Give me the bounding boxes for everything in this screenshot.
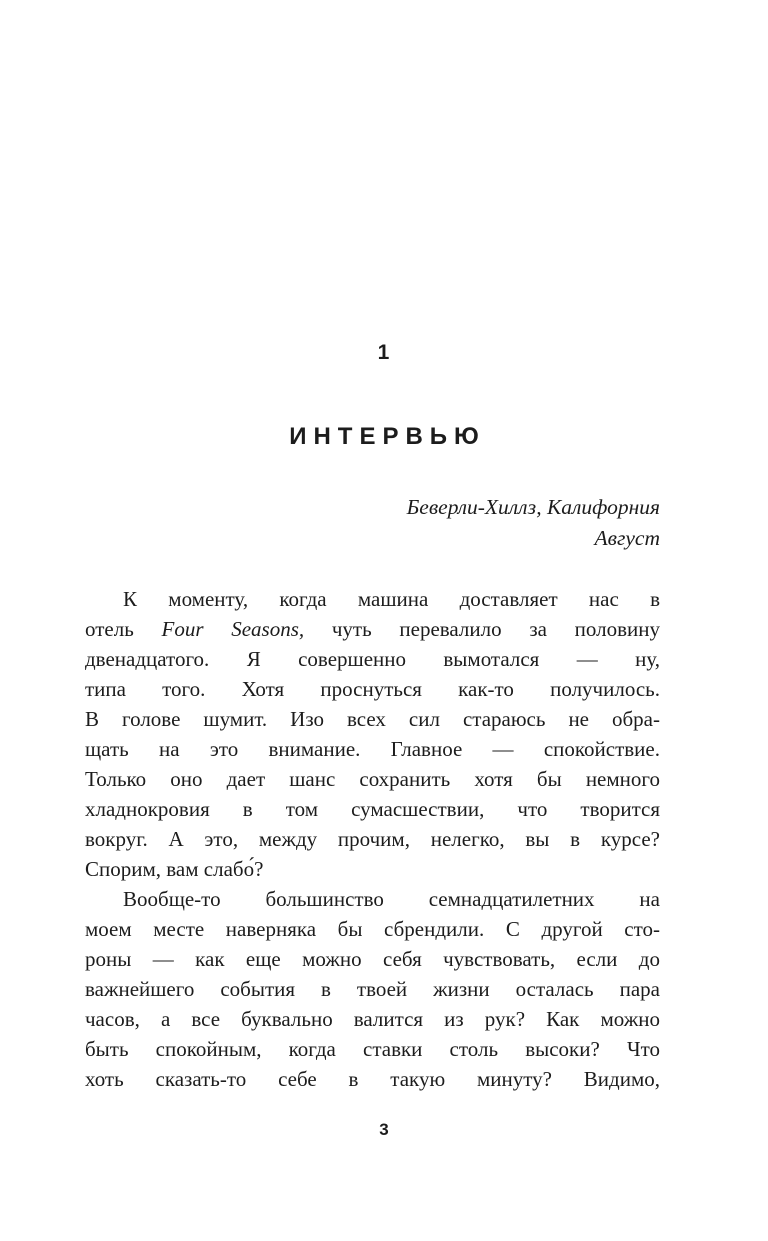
body-line	[85, 674, 660, 704]
body-line	[85, 944, 660, 974]
body-segment: отель	[85, 617, 162, 641]
body-segment: В голове шумит. Изо всех сил стараюсь не обра-	[85, 707, 660, 731]
body-line	[85, 584, 660, 614]
body-line	[85, 914, 660, 944]
body-line	[85, 884, 660, 914]
body-line	[85, 1004, 660, 1034]
body-segment: К моменту, когда машина доставляет нас в	[123, 587, 660, 611]
body-line	[85, 644, 660, 674]
body-text	[85, 584, 660, 1094]
body-segment: щать на это внимание. Главное — спокойствие.	[85, 737, 660, 761]
body-segment: вокруг. А это, между прочим, нелегко, вы в курсе?	[85, 827, 660, 851]
dateline-location: Беверли-Хиллз, Калифорния	[406, 495, 660, 519]
body-line	[85, 974, 660, 1004]
body-segment: хладнокровия в том сумасшествии, что творится	[85, 797, 660, 821]
body-segment: моем месте наверняка бы сбрендили. С другой сто-	[85, 917, 660, 941]
body-segment: Вообще-то большинство семнадцатилетних на	[123, 887, 660, 911]
dateline-month: Август	[594, 526, 660, 550]
body-segment: Спорим, вам слабо́?	[85, 857, 264, 881]
body-segment: типа того. Хотя проснуться как-то получилось.	[85, 677, 660, 701]
body-segment: роны — как еще можно себя чувствовать, если до	[85, 947, 660, 971]
body-line	[85, 614, 660, 644]
body-line	[85, 1034, 660, 1064]
body-segment: часов, а все буквально валится из рук? Как можно	[85, 1007, 660, 1031]
page-number: 3	[379, 1120, 389, 1139]
chapter-title: ИНТЕРВЬЮ	[289, 423, 486, 450]
body-segment: чуть перевалило за половину	[304, 617, 660, 641]
body-segment: двенадцатого. Я совершенно вымотался — ну,	[85, 647, 660, 671]
body-line	[85, 824, 660, 854]
body-line	[85, 704, 660, 734]
dateline	[85, 492, 660, 554]
chapter-number: 1	[377, 341, 391, 364]
body-segment: быть спокойным, когда ставки столь высоки? Что	[85, 1037, 660, 1061]
body-line	[85, 764, 660, 794]
body-line	[85, 854, 660, 884]
body-line	[85, 794, 660, 824]
body-line	[85, 1064, 660, 1094]
body-segment-italic: Four Seasons,	[161, 617, 305, 641]
body-line	[85, 734, 660, 764]
body-segment: Только оно дает шанс сохранить хотя бы немного	[85, 767, 660, 791]
body-segment: важнейшего события в твоей жизни осталась пара	[85, 977, 660, 1001]
body-segment: хоть сказать-то себе в такую минуту? Видимо,	[85, 1067, 660, 1091]
